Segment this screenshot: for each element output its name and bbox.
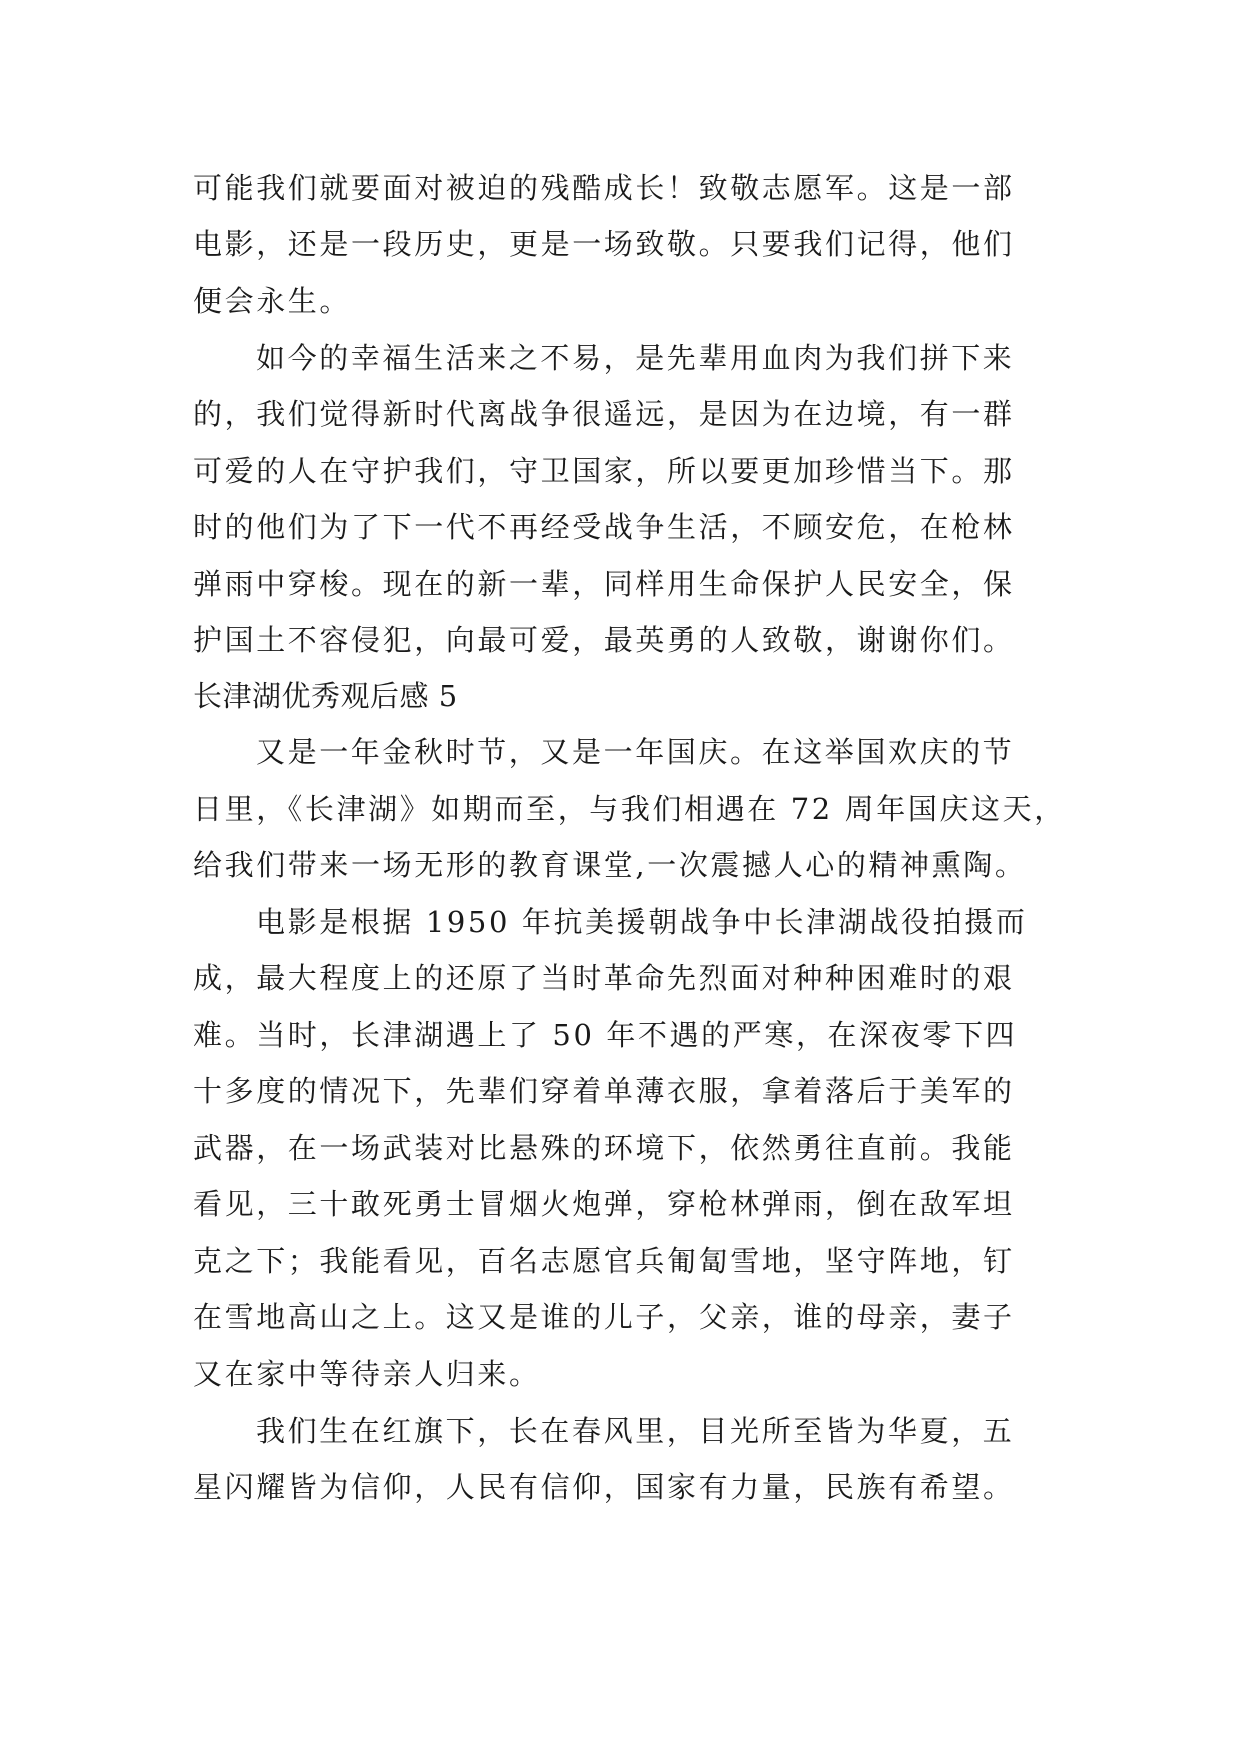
text-line: 日里，《长津湖》如期而至，与我们相遇在 72 周年国庆这天，: [193, 792, 1066, 826]
text-line: 时的他们为了下一代不再经受战争生活，不顾安危，在枪林: [193, 510, 1015, 544]
text-line: 在雪地高山之上。这又是谁的儿子，父亲，谁的母亲，妻子: [193, 1300, 1015, 1334]
text-line: 十多度的情况下，先辈们穿着单薄衣服，拿着落后于美军的: [193, 1074, 1015, 1108]
text-line: 可能我们就要面对被迫的残酷成长！致敬志愿军。这是一部: [193, 171, 1015, 205]
text-line: 成，最大程度上的还原了当时革命先烈面对种种困难时的艰: [193, 961, 1015, 995]
text-line: 克之下；我能看见，百名志愿官兵匍匐雪地，坚守阵地，钉: [193, 1244, 1015, 1278]
text-line: 护国土不容侵犯，向最可爱，最英勇的人致敬，谢谢你们。: [193, 623, 1015, 657]
text-line: 的，我们觉得新时代离战争很遥远，是因为在边境，有一群: [193, 397, 1015, 431]
paragraph-first-line: 如今的幸福生活来之不易，是先辈用血肉为我们拼下来: [256, 341, 1015, 375]
paragraph-first-line: 我们生在红旗下，长在春风里，目光所至皆为华夏，五: [256, 1414, 1015, 1448]
text-line: 弹雨中穿梭。现在的新一辈，同样用生命保护人民安全，保: [193, 567, 1015, 601]
text-line: 便会永生。: [193, 284, 352, 318]
text-line: 电影，还是一段历史，更是一场致敬。只要我们记得，他们: [193, 227, 1015, 261]
text-line: 可爱的人在守护我们，守卫国家，所以要更加珍惜当下。那: [193, 454, 1015, 488]
section-heading: 长津湖优秀观后感 5: [193, 679, 458, 713]
text-line: 星闪耀皆为信仰，人民有信仰，国家有力量，民族有希望。: [193, 1470, 1015, 1504]
text-line: 又在家中等待亲人归来。: [193, 1357, 541, 1391]
text-line: 给我们带来一场无形的教育课堂,一次震撼人心的精神熏陶。: [193, 848, 1027, 882]
text-line: 武器，在一场武装对比悬殊的环境下，依然勇往直前。我能: [193, 1131, 1015, 1165]
paragraph-first-line: 又是一年金秋时节，又是一年国庆。在这举国欢庆的节: [256, 735, 1015, 769]
paragraph-first-line: 电影是根据 1950 年抗美援朝战争中长津湖战役拍摄而: [256, 905, 1028, 939]
text-line: 难。当时，长津湖遇上了 50 年不遇的严寒，在深夜零下四: [193, 1018, 1018, 1052]
text-line: 看见，三十敢死勇士冒烟火炮弹，穿枪林弹雨，倒在敌军坦: [193, 1187, 1015, 1221]
